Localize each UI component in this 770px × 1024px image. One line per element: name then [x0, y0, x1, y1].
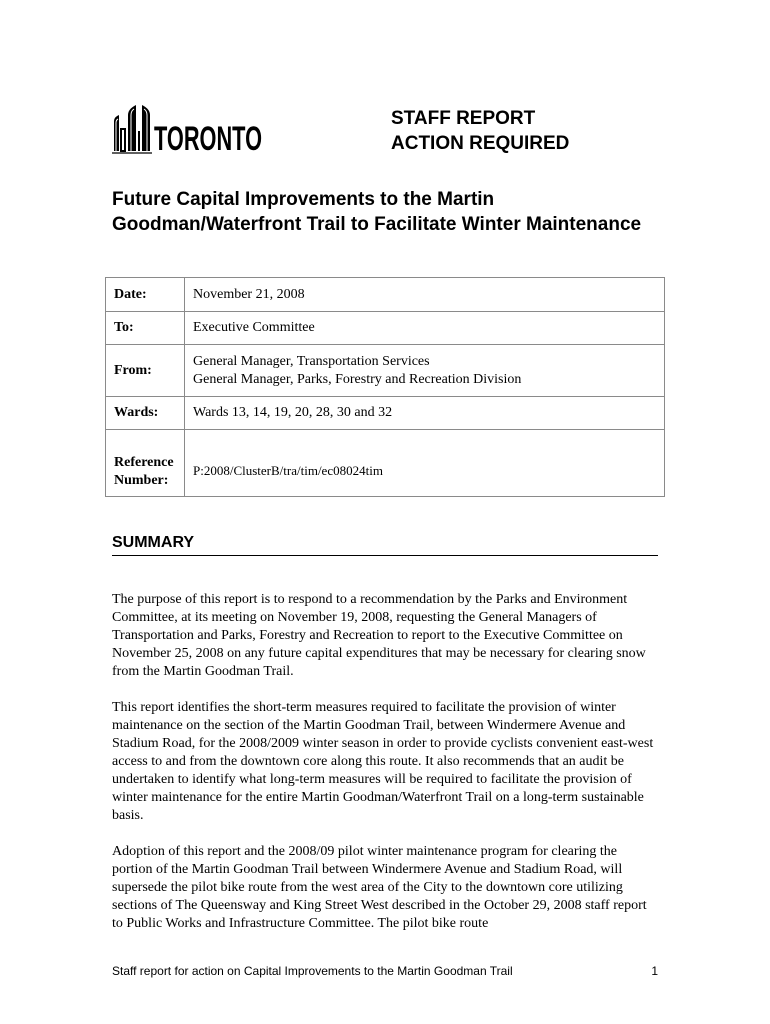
- table-row-wards: [106, 397, 665, 430]
- report-metadata-table: [105, 277, 665, 497]
- footer-text: Staff report for action on Capital Improvements to the Martin Goodman Trail: [112, 964, 513, 978]
- date-label: Date:: [106, 278, 185, 312]
- report-type-line-1: STAFF REPORT: [391, 108, 536, 129]
- from-value-line-1: General Manager, Transportation Services: [193, 353, 430, 369]
- report-type-heading: [391, 106, 569, 156]
- summary-paragraph-2: This report identifies the short-term measures required to facilitate the provision of winter maintenance on the section of the Martin Goodman Trail, between Windermere Avenue and Stadium Road, for the 2008/2009 winter season in order to provide cyclists convenient east-west access to and from the downtown core along this route. It also recommends that an audit be undertaken to identify what long-term measures will be required to facilitate the provision of winter maintenance for the entire Martin Goodman/Waterfront Trail on a long-term sustainable basis.: [112, 700, 654, 823]
- summary-paragraph-3: Adoption of this report and the 2008/09 pilot winter maintenance program for clearing the portion of the Martin Goodman Trail between Windermere Avenue and Stadium Road, will supersede the pilot bike route from the west area of the City to the downtown core utilizing sections of The Queensway and King Street West described in the October 29, 2008 staff report to Public Works and Infrastructure Committee. The pilot bike route: [112, 844, 647, 931]
- reference-value: P:2008/ClusterB/tra/tim/ec08024tim: [185, 430, 665, 497]
- wards-value: Wards 13, 14, 19, 20, 28, 30 and 32: [185, 397, 665, 430]
- page-number: 1: [651, 964, 658, 978]
- table-row-to: [106, 312, 665, 345]
- report-title: Future Capital Improvements to the Martin Goodman/Waterfront Trail to Facilitate Winter Maintenance: [112, 189, 642, 235]
- reference-label: [106, 430, 185, 497]
- summary-heading: SUMMARY: [112, 533, 658, 556]
- wards-label: Wards:: [106, 397, 185, 430]
- from-label: From:: [106, 345, 185, 397]
- reference-label-line-1: Reference: [114, 455, 174, 470]
- to-value: Executive Committee: [185, 312, 665, 345]
- page-footer: [112, 963, 658, 979]
- to-label: To:: [106, 312, 185, 345]
- summary-body: [112, 591, 660, 951]
- date-value: November 21, 2008: [185, 278, 665, 312]
- table-row-reference: [106, 430, 665, 497]
- from-value: [185, 345, 665, 397]
- table-row-from: [106, 345, 665, 397]
- table-row-date: [106, 278, 665, 312]
- report-type-line-2: ACTION REQUIRED: [391, 133, 570, 154]
- city-hall-logo-icon: [112, 101, 264, 158]
- city-of-toronto-logo: [112, 101, 264, 158]
- logo-wordmark: TORONTO: [154, 120, 262, 158]
- reference-label-line-2: Number:: [114, 473, 169, 488]
- from-value-line-2: General Manager, Parks, Forestry and Recreation Division: [193, 371, 522, 387]
- summary-paragraph-1: The purpose of this report is to respond to a recommendation by the Parks and Environment Committee, at its meeting on November 19, 2008, requesting the General Managers of Transportation and Parks, Forestry and Recreation to report to the Executive Committee on November 25, 2008 on any future capital expenditures that may be necessary for clearing snow from the Martin Goodman Trail.: [112, 592, 646, 679]
